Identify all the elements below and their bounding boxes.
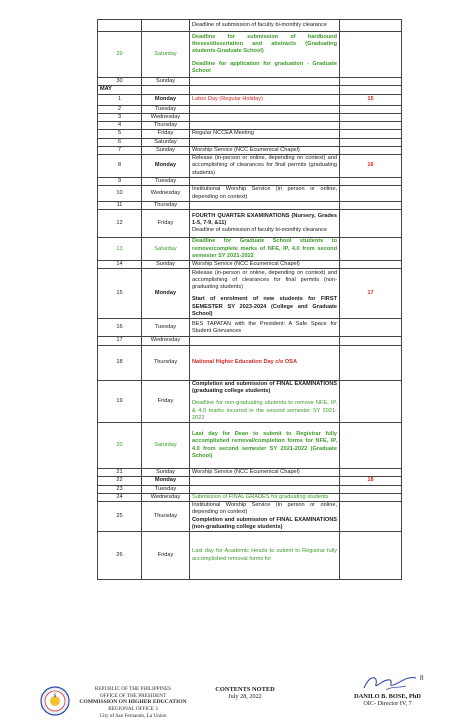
activity-cell [190, 477, 340, 485]
activity-text: Completion and submission of FINAL EXAMINATIONS (non-graduating college students) [192, 516, 337, 530]
week-number-cell [340, 113, 402, 121]
week-number-cell [340, 337, 402, 345]
calendar-row [98, 201, 402, 209]
calendar-row [98, 502, 402, 532]
date-cell: 3 [98, 113, 142, 121]
weekday-cell: Saturday [142, 238, 190, 261]
activity-cell [190, 380, 340, 422]
activity-cell [190, 319, 340, 337]
week-number-cell [340, 502, 402, 532]
calendar-row [98, 32, 402, 78]
weekday-cell: Wednesday [142, 113, 190, 121]
activity-text: Last day for Dean to submit to Registrar fully accomplished removal/completion forms for NFE, IP, 4.0 from second semester SY 2021-2022 (Graduate School) [192, 431, 337, 459]
signer-position: OIC- Director IV, 7 [363, 700, 412, 707]
date-cell: 29 [98, 32, 142, 78]
activity-cell [190, 20, 340, 32]
activity-cell [190, 493, 340, 501]
calendar-row [98, 78, 402, 86]
date-cell: MAY [98, 86, 142, 94]
activity-text: Regular NCCEA Meeting [192, 130, 254, 137]
activity-text: Deadline for application for graduation - Graduate School [192, 60, 337, 74]
activity-text: Institutional Worship Service (in person or online, depending on context) [192, 502, 337, 516]
weekday-cell: Friday [142, 130, 190, 138]
activity-cell [190, 423, 340, 469]
date-cell: 25 [98, 502, 142, 532]
calendar-row [98, 86, 402, 94]
calendar-row [98, 186, 402, 202]
activity-text: Deadline of submission of faculty bi-monthly clearance [192, 21, 327, 28]
week-number-cell [340, 20, 402, 32]
weekday-cell: Wednesday [142, 493, 190, 501]
week-number-cell [340, 345, 402, 380]
date-cell: 15 [98, 269, 142, 319]
week-number-cell [340, 86, 402, 94]
week-number-cell [340, 238, 402, 261]
activity-text: Start of enrolment of new students for FIRST SEMESTER SY 2023-2024 (College and Graduate School) [192, 296, 337, 317]
activity-cell [190, 94, 340, 105]
date-cell: 8 [98, 155, 142, 178]
date-cell: 18 [98, 345, 142, 380]
ched-seal-logo [40, 686, 70, 716]
date-cell: 12 [98, 210, 142, 238]
calendar-row [98, 105, 402, 113]
activity-cell [190, 532, 340, 580]
date-cell [98, 20, 142, 32]
week-number-cell [340, 105, 402, 113]
contents-noted-label: CONTENTS NOTED [215, 686, 275, 693]
contents-noted-date: July 28, 2022 [228, 693, 262, 700]
activity-text: Last day for Academic Heads to submit to Registrar fully accomplished removal forms for [192, 548, 337, 562]
week-number-cell [340, 146, 402, 154]
activity-cell [190, 210, 340, 238]
week-number-cell [340, 469, 402, 477]
week-number-cell [340, 319, 402, 337]
activity-cell [190, 78, 340, 86]
activity-cell [190, 261, 340, 269]
agency-line: REPUBLIC OF THE PHILIPPINES [94, 686, 172, 692]
calendar-row [98, 477, 402, 485]
activity-cell [190, 155, 340, 178]
calendar-row [98, 493, 402, 501]
week-number-cell [340, 380, 402, 422]
agency-line: OFFICE OF THE PRESIDENT [99, 692, 167, 699]
date-cell: 1 [98, 94, 142, 105]
activity-text: Release (in-person or online, depending on context) and accomplishing of clearances for final permits (non-graduating students) [192, 269, 337, 291]
activity-cell [190, 485, 340, 493]
activity-text: Deadline of submission of faculty bi-monthly clearance [192, 227, 327, 234]
agency-block [78, 686, 188, 720]
activity-text: Release (in-person or online, depending on context) and accomplishing of clearances for final permits (graduating students) [192, 155, 337, 176]
handwritten-signature [356, 670, 426, 694]
activity-text: Labor Day (Regular Holiday) [192, 95, 263, 102]
activity-cell [190, 469, 340, 477]
weekday-cell: Tuesday [142, 178, 190, 186]
calendar-row [98, 380, 402, 422]
calendar-row [98, 138, 402, 146]
weekday-cell: Friday [142, 210, 190, 238]
weekday-cell: Tuesday [142, 319, 190, 337]
date-cell: 11 [98, 201, 142, 209]
weekday-cell: Tuesday [142, 105, 190, 113]
activity-cell [190, 502, 340, 532]
calendar-row [98, 423, 402, 469]
activity-cell [190, 86, 340, 94]
weekday-cell: Thursday [142, 201, 190, 209]
activity-cell [190, 186, 340, 202]
week-number-cell [340, 210, 402, 238]
calendar-row [98, 532, 402, 580]
week-number-cell [340, 485, 402, 493]
calendar-row [98, 269, 402, 319]
activity-cell [190, 345, 340, 380]
agency-line: REGIONAL OFFICE 3 [108, 706, 158, 713]
activity-cell [190, 122, 340, 130]
week-number-cell [340, 532, 402, 580]
calendar-row [98, 122, 402, 130]
date-cell: 7 [98, 146, 142, 154]
activity-cell [190, 269, 340, 319]
week-number-cell [340, 186, 402, 202]
weekday-cell: Sunday [142, 261, 190, 269]
week-number-cell [340, 423, 402, 469]
calendar-row [98, 130, 402, 138]
activity-cell [190, 105, 340, 113]
date-cell: 13 [98, 238, 142, 261]
week-number-cell [340, 261, 402, 269]
weekday-cell: Friday [142, 380, 190, 422]
date-cell: 22 [98, 477, 142, 485]
weekday-cell: Wednesday [142, 337, 190, 345]
signatory-block [345, 693, 430, 707]
activity-cell [190, 32, 340, 78]
activity-text: FOURTH QUARTER EXAMINATIONS (Nursery, Grades 1-5, 7-9, &11) [192, 212, 337, 227]
weekday-cell: Monday [142, 94, 190, 105]
weekday-cell: Saturday [142, 423, 190, 469]
activity-cell [190, 337, 340, 345]
page-number: 8 [420, 674, 424, 682]
activity-cell [190, 130, 340, 138]
week-number-cell [340, 122, 402, 130]
week-number-cell [340, 178, 402, 186]
calendar-row [98, 469, 402, 477]
activity-text: BES TAPATAN with the President: A Safe Space for Student Grievances [192, 320, 337, 334]
activity-cell [190, 178, 340, 186]
date-cell: 2 [98, 105, 142, 113]
academic-calendar-table [97, 19, 402, 580]
calendar-row [98, 238, 402, 261]
weekday-cell: Wednesday [142, 186, 190, 202]
date-cell: 21 [98, 469, 142, 477]
signer-name: DANILO B. BOSE, PhD [354, 693, 421, 700]
activity-text: Submission of FINAL GRADES for graduating students [192, 493, 329, 500]
activity-cell [190, 201, 340, 209]
weekday-cell: Thursday [142, 502, 190, 532]
activity-text: National Higher Education Day c/o OSA [192, 359, 298, 366]
week-number-cell: 18 [340, 477, 402, 485]
week-number-cell [340, 78, 402, 86]
date-cell: 14 [98, 261, 142, 269]
week-number-cell: 16 [340, 155, 402, 178]
date-cell: 5 [98, 130, 142, 138]
date-cell: 16 [98, 319, 142, 337]
weekday-cell: Monday [142, 477, 190, 485]
activity-text: Deadline for Graduate School students to remove/complete marks of NFE, IP, 4.0 from second semester SY 2021-2022 [192, 238, 337, 259]
weekday-cell: Monday [142, 269, 190, 319]
calendar-row [98, 155, 402, 178]
week-number-cell [340, 130, 402, 138]
weekday-cell: Thursday [142, 345, 190, 380]
weekday-cell: Friday [142, 532, 190, 580]
weekday-cell: Saturday [142, 138, 190, 146]
weekday-cell: Sunday [142, 469, 190, 477]
activity-text: Deadline for submission of hardbound theses/dissertation and abstracts (Graduating students-Graduate School) [192, 33, 337, 55]
activity-text: Worship Service (NCC Ecumenical Chapel) [192, 146, 300, 153]
date-cell: 20 [98, 423, 142, 469]
calendar-row [98, 345, 402, 380]
week-number-cell [340, 138, 402, 146]
activity-text: Institutional Worship Service (in person or online, depending on context) [192, 186, 337, 200]
calendar-row [98, 113, 402, 121]
weekday-cell [142, 86, 190, 94]
weekday-cell: Sunday [142, 78, 190, 86]
date-cell: 10 [98, 186, 142, 202]
activity-cell [190, 146, 340, 154]
date-cell: 26 [98, 532, 142, 580]
weekday-cell: Tuesday [142, 485, 190, 493]
week-number-cell: 17 [340, 269, 402, 319]
calendar-row [98, 337, 402, 345]
date-cell: 6 [98, 138, 142, 146]
week-number-cell [340, 32, 402, 78]
weekday-cell: Thursday [142, 122, 190, 130]
activity-text: Worship Service (NCC Ecumenical Chapel) [192, 469, 300, 476]
calendar-row [98, 210, 402, 238]
activity-text: Completion and submission of FINAL EXAMINATIONS (graduating college students) [192, 380, 337, 394]
weekday-cell: Saturday [142, 32, 190, 78]
date-cell: 4 [98, 122, 142, 130]
weekday-cell: Monday [142, 155, 190, 178]
activity-cell [190, 238, 340, 261]
week-number-cell [340, 201, 402, 209]
calendar-row [98, 20, 402, 32]
activity-cell [190, 113, 340, 121]
weekday-cell [142, 20, 190, 32]
activity-text: Deadline for non-graduating students to remove NFE, IP, & 4.0 marks incurred in the second semester SY 2021-2022 [192, 400, 337, 421]
calendar-row [98, 485, 402, 493]
calendar-row [98, 146, 402, 154]
agency-line: City of San Fernando, La Union [99, 713, 167, 720]
date-cell: 23 [98, 485, 142, 493]
date-cell: 19 [98, 380, 142, 422]
agency-line: COMMISSION ON HIGHER EDUCATION [79, 699, 187, 706]
calendar-row [98, 261, 402, 269]
contents-noted-block [210, 686, 280, 700]
date-cell: 24 [98, 493, 142, 501]
weekday-cell: Sunday [142, 146, 190, 154]
activity-cell [190, 138, 340, 146]
calendar-row [98, 178, 402, 186]
calendar-row [98, 319, 402, 337]
week-number-cell [340, 493, 402, 501]
activity-text: Worship Service (NCC Ecumenical Chapel) [192, 261, 300, 268]
date-cell: 17 [98, 337, 142, 345]
date-cell: 9 [98, 178, 142, 186]
date-cell: 30 [98, 78, 142, 86]
week-number-cell: 15 [340, 94, 402, 105]
calendar-row [98, 94, 402, 105]
